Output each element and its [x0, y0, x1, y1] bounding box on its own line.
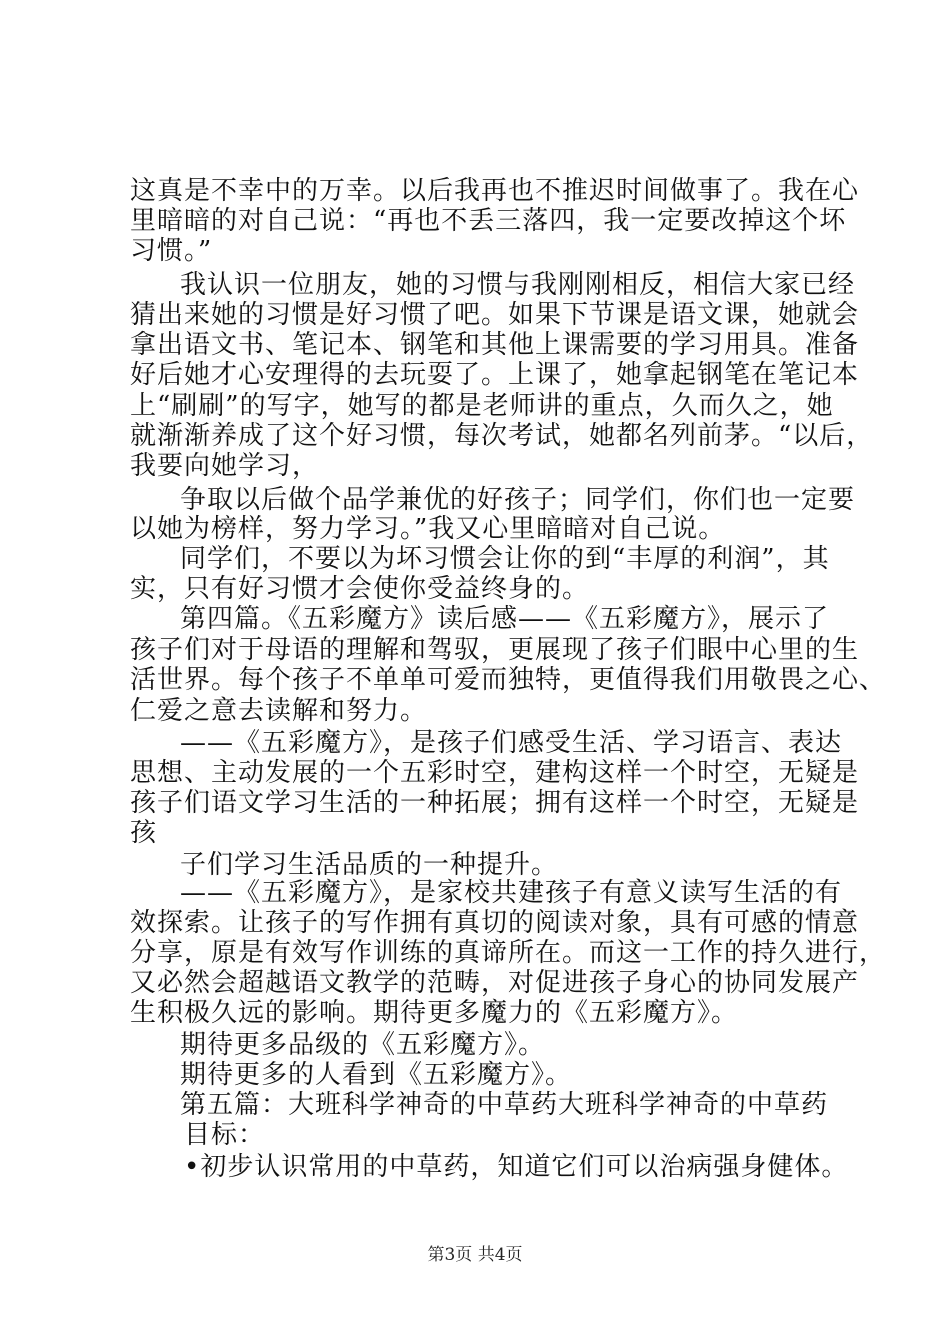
text-line: 子们学习生活品质的一种提升。 [180, 850, 559, 880]
list-item: •初步认识常用的中草药，知道它们可以治病强身健体。 [184, 1152, 849, 1182]
text-line: 思想、主动发展的一个五彩时空，建构这样一个时空，无疑是 [130, 758, 860, 788]
text-line: 生积极久远的影响。期待更多魔力的《五彩魔方》。 [130, 998, 739, 1028]
text-line: 拿出语文书、笔记本、钢笔和其他上课需要的学习用具。准备 [130, 330, 860, 360]
text-line: 第四篇。《五彩魔方》读后感——《五彩魔方》，展示了 [180, 604, 830, 634]
text-line: 我认识一位朋友，她的习惯与我刚刚相反，相信大家已经 [180, 270, 856, 300]
text-line: 又必然会超越语文教学的范畴，对促进孩子身心的协同发展产 [130, 968, 860, 998]
text-line: 同学们，不要以为坏习惯会让你的到“丰厚的利润”，其 [180, 544, 830, 574]
text-line: 里暗暗的对自己说：“再也不丢三落四，我一定要改掉这个坏 [130, 206, 847, 236]
text-line: 效探索。让孩子的写作拥有真切的阅读对象，具有可感的情意 [130, 908, 860, 938]
text-line: 我要向她学习， [130, 451, 320, 481]
text-line: 孩子们语文学习生活的一种拓展；拥有这样一个时空，无疑是 [130, 788, 860, 818]
text-line: 争取以后做个品学兼优的好孩子；同学们，你们也一定要 [180, 485, 856, 515]
text-line: ——《五彩魔方》，是家校共建孩子有意义读写生活的有 [180, 878, 843, 908]
text-line: 实，只有好习惯才会使你受益终身的。 [130, 574, 590, 604]
text-line: 分享，原是有效写作训练的真谛所在。而这一工作的持久进行， [130, 938, 887, 968]
text-line: 活世界。每个孩子不单单可爱而独特，更值得我们用敬畏之心、 [130, 665, 887, 695]
text-line: 目标： [184, 1120, 266, 1150]
text-line: 就渐渐养成了这个好习惯，每次考试，她都名列前茅。“以后， [130, 421, 874, 451]
text-line: 这真是不幸中的万幸。以后我再也不推迟时间做事了。我在心 [130, 176, 860, 206]
text-line: 期待更多的人看到《五彩魔方》。 [180, 1060, 573, 1090]
text-line: 孩子们对于母语的理解和驾驭，更展现了孩子们眼中心里的生 [130, 635, 860, 665]
section-heading: 第五篇：大班科学神奇的中草药大班科学神奇的中草药 [180, 1090, 829, 1120]
text-line: 上“刷刷”的写字，她写的都是老师讲的重点，久而久之，她 [130, 391, 834, 421]
page-number: 第3页 共4页 [427, 1245, 523, 1265]
text-line: 习惯。” [130, 236, 213, 266]
text-line: 孩 [130, 818, 158, 848]
text-line: 猜出来她的习惯是好习惯了吧。如果下节课是语文课，她就会 [130, 300, 860, 330]
text-line: 以她为榜样，努力学习。”我又心里暗暗对自己说。 [130, 514, 726, 544]
text-line: 期待更多品级的《五彩魔方》。 [180, 1030, 546, 1060]
text-line: 仁爱之意去读解和努力。 [130, 696, 428, 726]
text-line: ——《五彩魔方》，是孩子们感受生活、学习语言、表达 [180, 728, 843, 758]
text-line: 好后她才心安理得的去玩耍了。上课了，她拿起钢笔在笔记本 [130, 360, 860, 390]
